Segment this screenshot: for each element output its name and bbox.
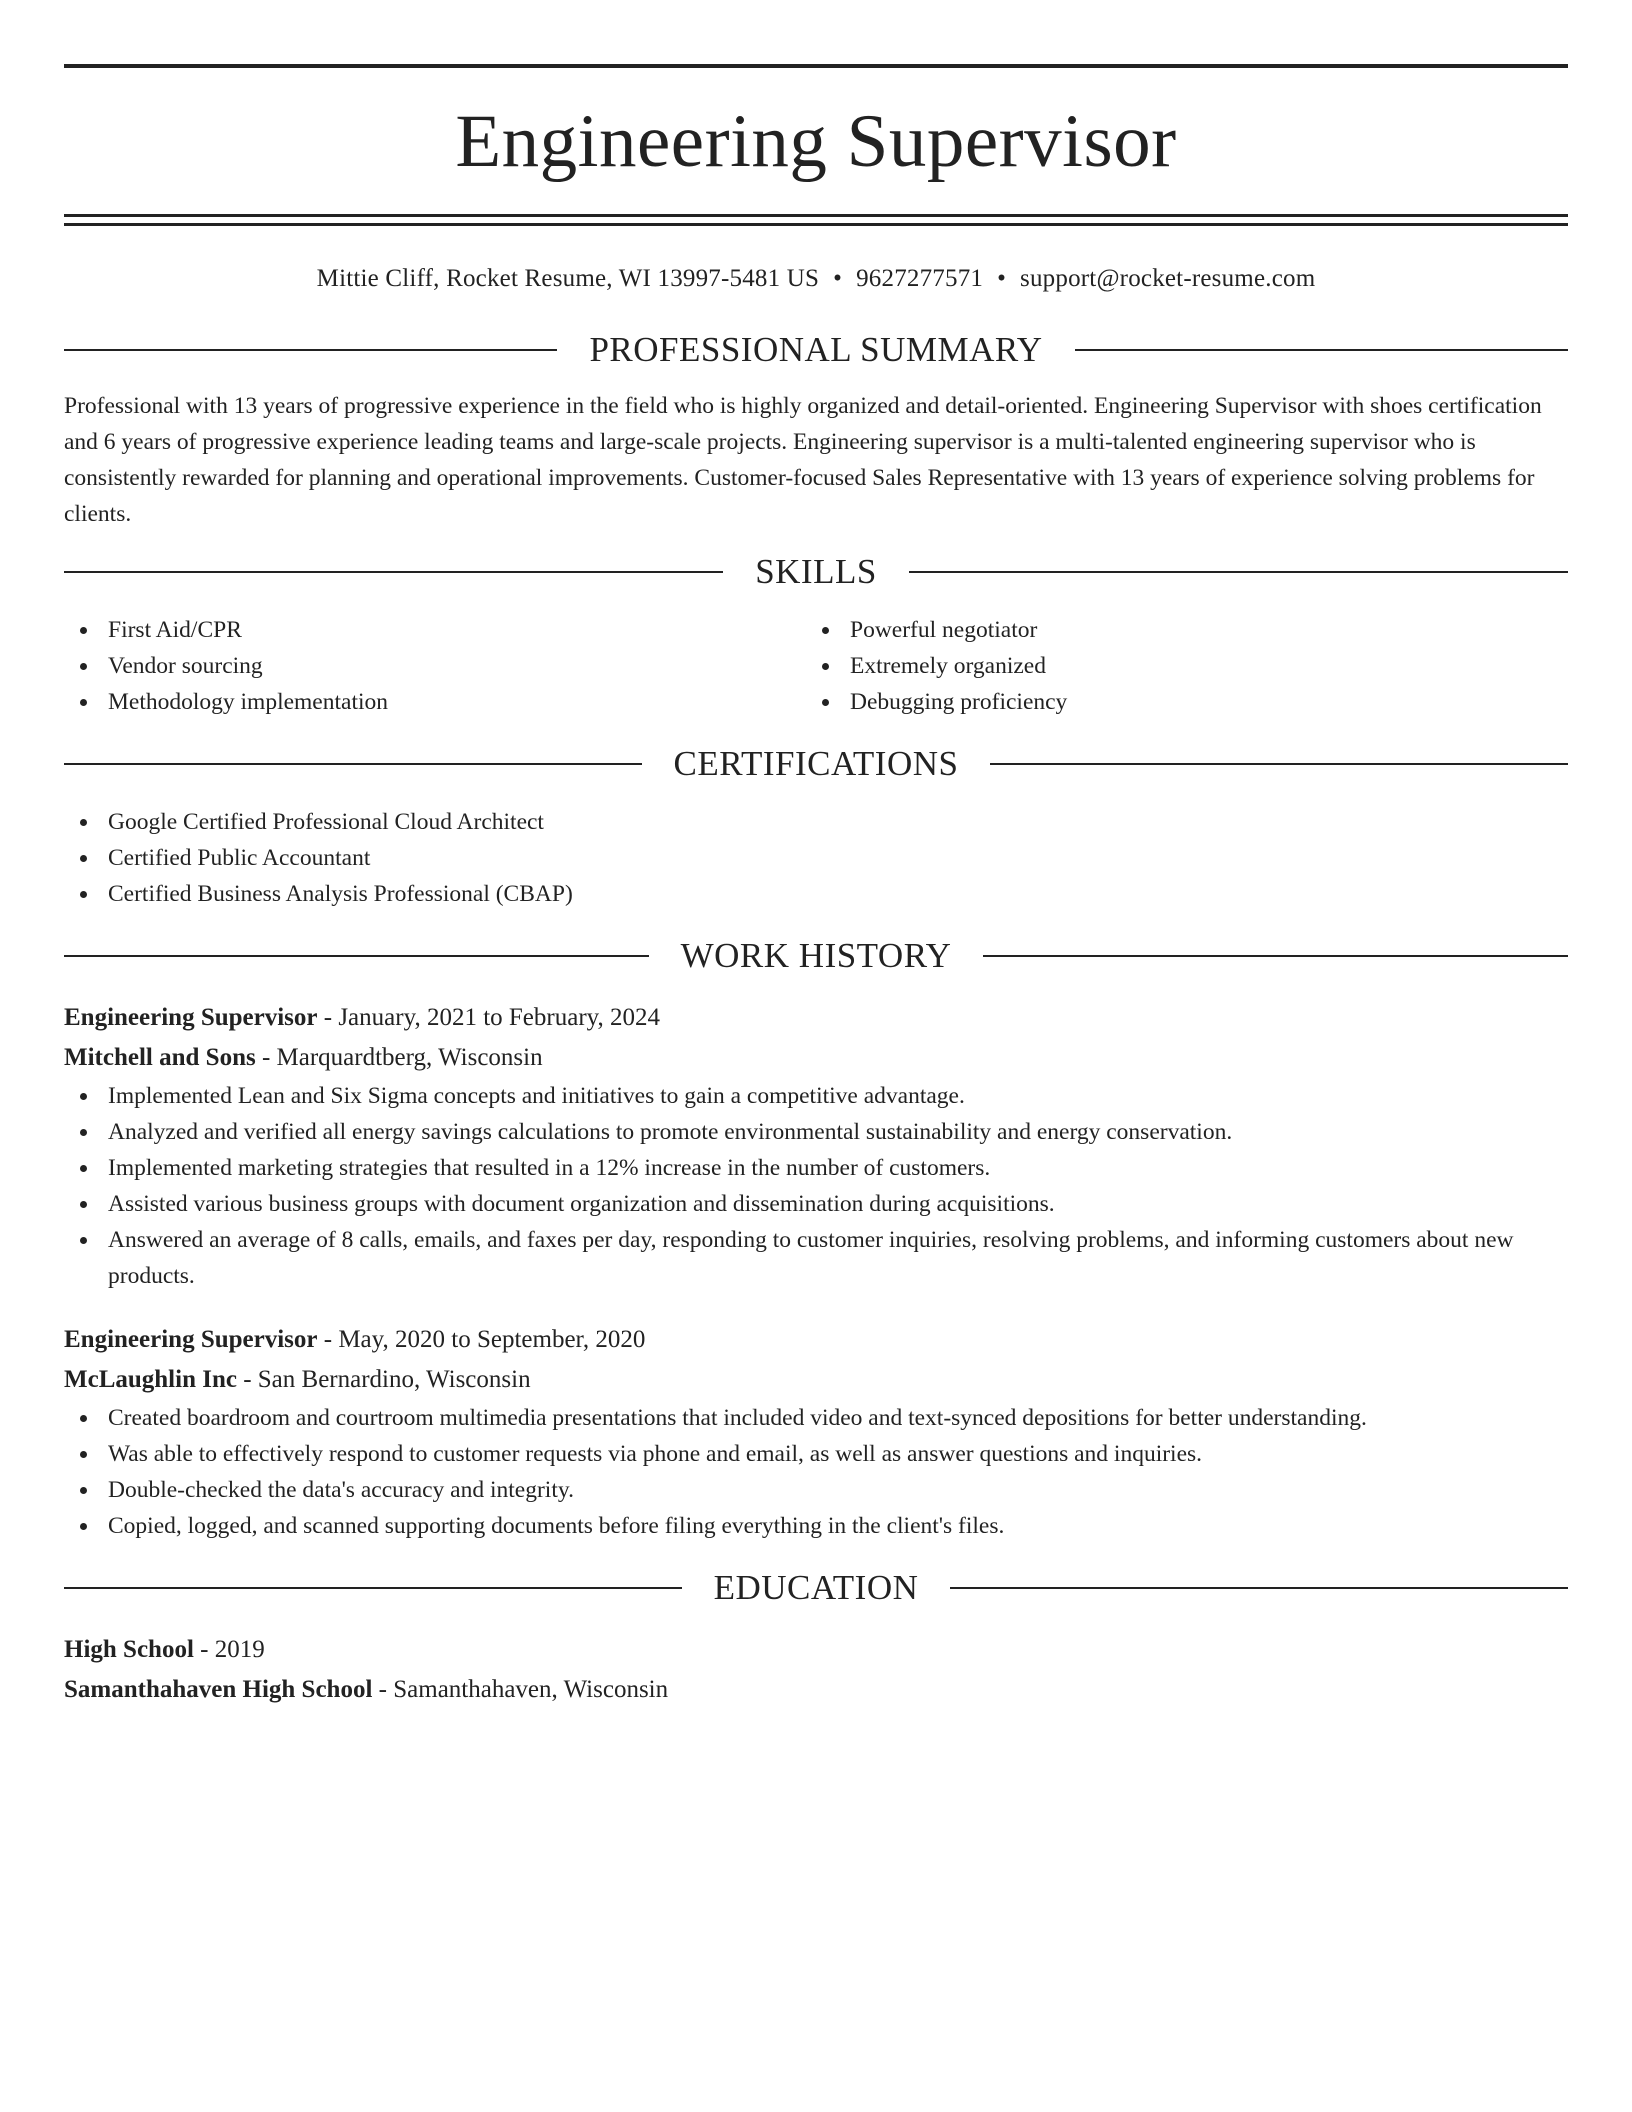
company-name: McLaughlin Inc: [64, 1366, 237, 1393]
company-location: - Marquardtberg, Wisconsin: [255, 1044, 543, 1071]
summary-text: Professional with 13 years of progressive experience in the field who is highly organized and detail-oriented. Engineering Supervisor with shoes certification and 6 years of progressive experience leading teams and large-scale projects. Engineering supervisor is a multi-talented engineering supervisor who is consistently rewarded for planning and operational improvements. Customer-focused Sales Representative with 13 years of experience solving problems for clients.: [64, 393, 1542, 527]
heading-rule-left: [64, 955, 649, 957]
job-dates: - May, 2020 to September, 2020: [317, 1326, 646, 1353]
degree-name: High School: [64, 1636, 194, 1663]
job-dates: - January, 2021 to February, 2024: [317, 1004, 661, 1031]
job-bullet: Copied, logged, and scanned supporting documents before filing everything in the client's files.: [64, 1508, 1568, 1544]
company-line: [64, 1038, 1568, 1078]
resume-title: Engineering Supervisor: [455, 100, 1177, 183]
company-name: Mitchell and Sons: [64, 1044, 256, 1071]
summary-heading-label: PROFESSIONAL SUMMARY: [589, 330, 1043, 369]
job-entry: [64, 998, 1568, 1294]
school-line: [64, 1670, 1568, 1710]
job-bullets: [64, 1078, 1568, 1294]
degree-line: [64, 1630, 1568, 1670]
heading-rule-left: [64, 349, 557, 351]
job-bullets: [64, 1400, 1568, 1544]
heading-rule-left: [64, 763, 642, 765]
school-name: Samanthahaven High School: [64, 1676, 373, 1703]
heading-rule-right: [1075, 349, 1568, 351]
certification-item: Google Certified Professional Cloud Architect: [64, 804, 1568, 840]
contact-address: Mittie Cliff, Rocket Resume, WI 13997-5481 US: [316, 265, 820, 292]
education-entry: [64, 1630, 1568, 1710]
skills-heading-label: SKILLS: [755, 552, 877, 591]
job-entry: [64, 1320, 1568, 1544]
skill-item: Debugging proficiency: [806, 684, 1548, 720]
contact-separator: •: [833, 265, 843, 292]
contact-phone: 9627277571: [856, 265, 984, 292]
job-bullet: Implemented Lean and Six Sigma concepts and initiatives to gain a competitive advantage.: [64, 1078, 1568, 1114]
job-bullet: Was able to effectively respond to customer requests via phone and email, as well as answer questions and inquiries.: [64, 1436, 1568, 1472]
certifications-heading: [64, 740, 1568, 788]
certification-item: Certified Public Accountant: [64, 840, 1568, 876]
job-title: Engineering Supervisor: [64, 1326, 318, 1353]
skills-list-right: [806, 612, 1548, 720]
work-heading: [64, 932, 1568, 980]
heading-rule-left: [64, 571, 723, 573]
certifications-list: [64, 804, 1568, 912]
job-title-line: [64, 1320, 1568, 1360]
certifications-heading-label: CERTIFICATIONS: [673, 744, 959, 783]
job-bullet: Created boardroom and courtroom multimedia presentations that included video and text-synced depositions for better understanding.: [64, 1400, 1568, 1436]
skills-list-left: [64, 612, 806, 720]
job-bullet: Double-checked the data's accuracy and integrity.: [64, 1472, 1568, 1508]
education-heading-label: EDUCATION: [713, 1568, 919, 1607]
heading-rule-right: [983, 955, 1568, 957]
job-title-line: [64, 998, 1568, 1038]
skill-item: Extremely organized: [806, 648, 1548, 684]
skills-heading: [64, 548, 1568, 596]
job-bullet: Implemented marketing strategies that resulted in a 12% increase in the number of customers.: [64, 1150, 1568, 1186]
heading-rule-right: [909, 571, 1568, 573]
company-line: [64, 1360, 1568, 1400]
job-bullet: Analyzed and verified all energy savings calculations to promote environmental sustainability and energy conservation.: [64, 1114, 1568, 1150]
skill-item: Vendor sourcing: [64, 648, 806, 684]
education-heading: [64, 1564, 1568, 1612]
summary-heading: [64, 326, 1568, 374]
heading-rule-right: [990, 763, 1568, 765]
top-rule: [64, 64, 1568, 68]
heading-rule-left: [64, 1587, 682, 1589]
company-location: - San Bernardino, Wisconsin: [236, 1366, 531, 1393]
skill-item: First Aid/CPR: [64, 612, 806, 648]
skill-item: Powerful negotiator: [806, 612, 1548, 648]
work-heading-label: WORK HISTORY: [680, 936, 952, 975]
job-bullet: Answered an average of 8 calls, emails, and faxes per day, responding to customer inquiries, resolving problems, and informing customers about new products.: [64, 1222, 1568, 1294]
resume-page: [64, 64, 1568, 1710]
contact-line: [64, 262, 1568, 296]
job-title: Engineering Supervisor: [64, 1004, 318, 1031]
school-location: - Samanthahaven, Wisconsin: [372, 1676, 669, 1703]
contact-email: support@rocket-resume.com: [1020, 265, 1316, 292]
skills-grid: [64, 612, 1568, 720]
heading-rule-right: [950, 1587, 1568, 1589]
certification-item: Certified Business Analysis Professional (CBAP): [64, 876, 1568, 912]
job-bullet: Assisted various business groups with document organization and dissemination during acquisitions.: [64, 1186, 1568, 1222]
degree-year: - 2019: [193, 1636, 265, 1663]
title-double-rule: [64, 214, 1568, 226]
skill-item: Methodology implementation: [64, 684, 806, 720]
contact-separator: •: [997, 265, 1007, 292]
